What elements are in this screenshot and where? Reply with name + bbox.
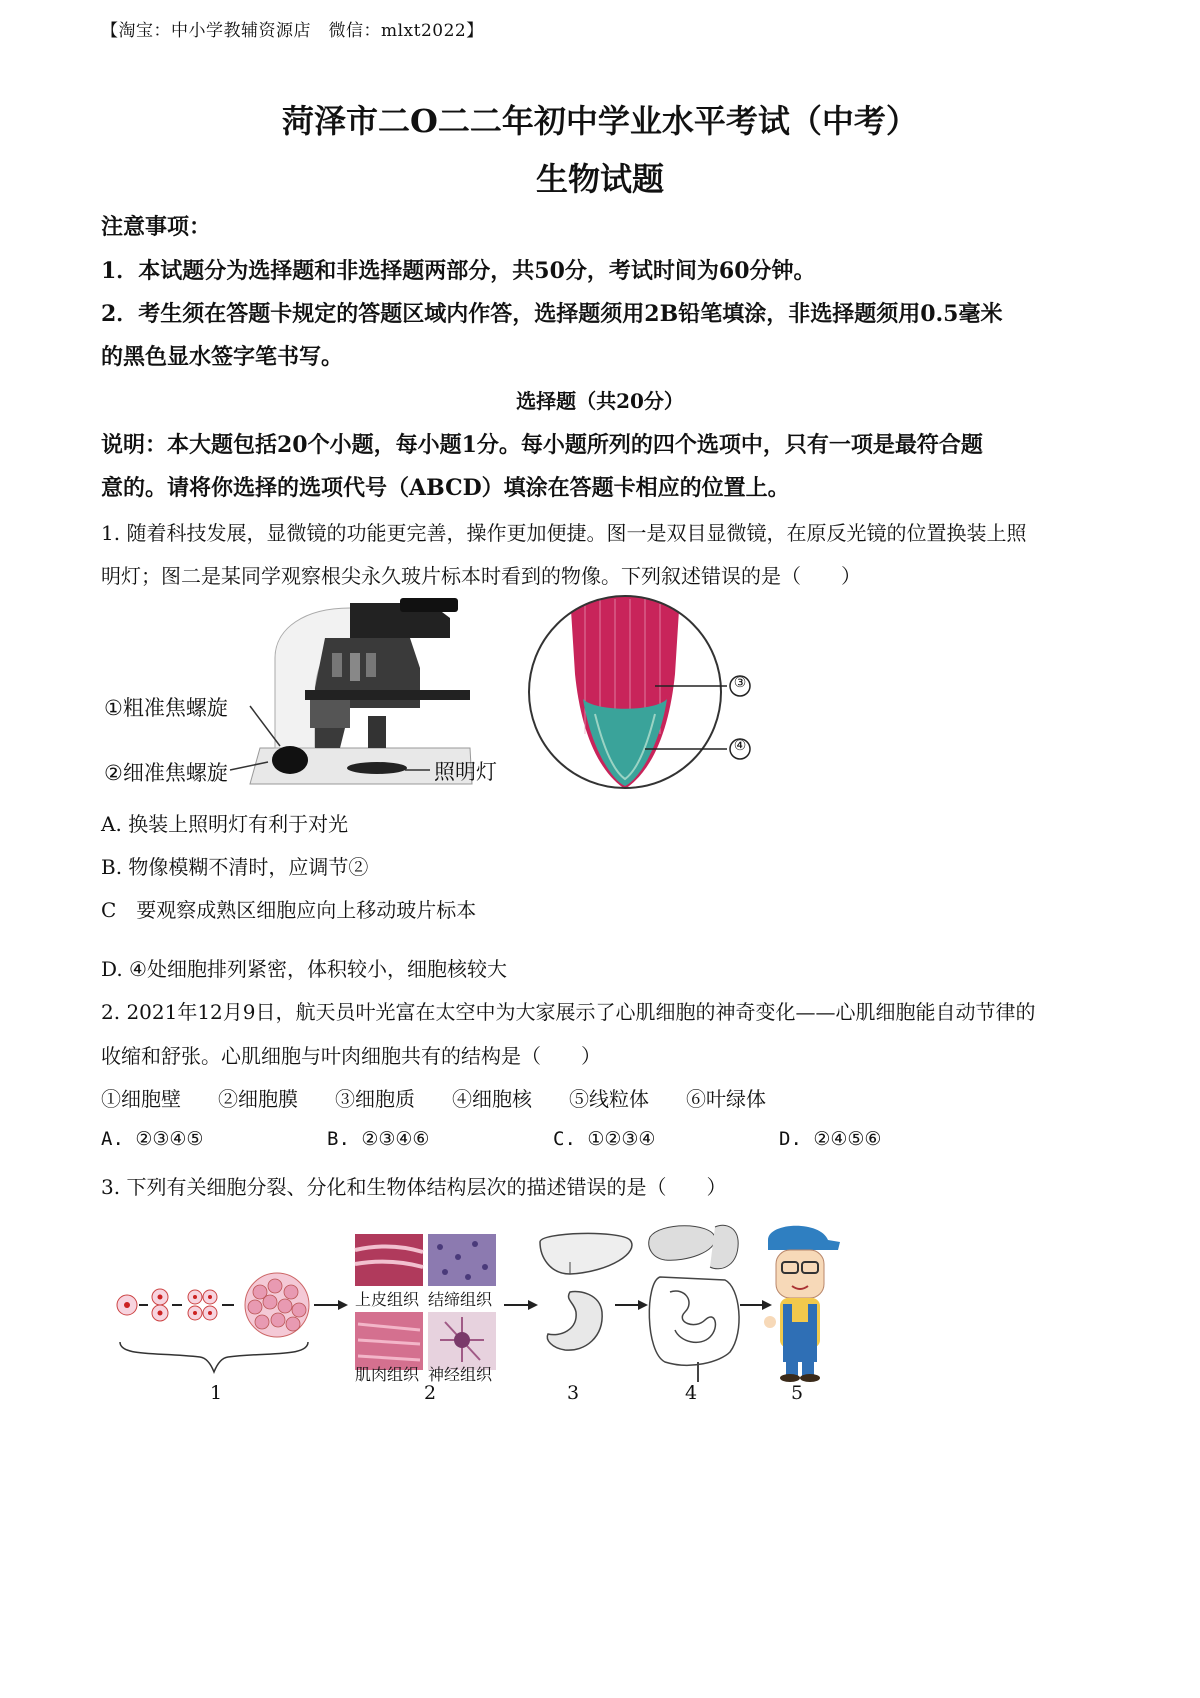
label-epithelial: 上皮组织 (355, 1290, 420, 1309)
q2-item-5: ⑤线粒体 (569, 1087, 649, 1111)
label-connective: 结缔组织 (428, 1290, 493, 1309)
label-marker-3: ③ (733, 675, 747, 691)
watermark: 【淘宝：中小学教辅资源店 微信：mlxt2022】 (101, 21, 484, 41)
q2-stem-line2: 收缩和舒张。心肌细胞与叶肉细胞共有的结构是（ ） (101, 1044, 601, 1068)
stage-number-5: 5 (791, 1382, 804, 1404)
notes-heading: 注意事项： (101, 214, 212, 240)
q2-item-6: ⑥叶绿体 (686, 1087, 766, 1111)
q2-item-2: ②细胞膜 (218, 1087, 298, 1111)
q1-option-c: C 要观察成熟区细胞应向上移动玻片标本 (101, 898, 477, 922)
note-2-line1: 2．考生须在答题卡规定的答题区域内作答，选择题须用2B铅笔填涂，非选择题须用0.5毫米 (101, 301, 1003, 327)
q2-stem-line1: 2. 2021年12月9日，航天员叶光富在太空中为大家展示了心肌细胞的神奇变化——心肌细胞能自动节律的 (101, 1000, 1036, 1024)
q2-option-c: C. ①②③④ (553, 1128, 656, 1150)
stage-number-1: 1 (210, 1382, 223, 1404)
organs-diagram (540, 1233, 648, 1350)
page-title: 菏泽市二O二二年初中学业水平考试（中考） (282, 102, 918, 140)
label-nerve: 神经组织 (428, 1365, 493, 1384)
note-1: 1．本试题分为选择题和非选择题两部分，共50分，考试时间为60分钟。 (101, 258, 816, 284)
q1-option-b: B. 物像模糊不清时，应调节② (101, 855, 369, 879)
q2-item-4: ④细胞核 (452, 1087, 532, 1111)
q3-stem: 3. 下列有关细胞分裂、分化和生物体结构层次的描述错误的是（ ） (101, 1175, 727, 1199)
q1-stem-line1: 1. 随着科技发展，显微镜的功能更完善，操作更加便捷。图一是双目显微镜，在原反光镜的位置换装上照 (101, 521, 1027, 545)
q2-option-a: A. ②③④⑤ (101, 1128, 204, 1150)
q1-stem-line2: 明灯；图二是某同学观察根尖永久玻片标本时看到的物像。下列叙述错误的是（ ） (101, 564, 861, 588)
q1-option-d: D. ④处细胞排列紧密，体积较小，细胞核较大 (101, 957, 507, 981)
note-2-line2: 的黑色显水签字笔书写。 (101, 344, 344, 370)
q2-option-d: D. ②④⑤⑥ (779, 1128, 882, 1150)
label-marker-4: ④ (733, 738, 747, 754)
q1-option-a: A. 换装上照明灯有利于对光 (101, 812, 349, 836)
stage-number-3: 3 (567, 1382, 580, 1404)
label-muscle: 肌肉组织 (355, 1365, 420, 1384)
label-fine-knob: ②细准焦螺旋 (104, 761, 228, 785)
root-tip-figure (515, 594, 785, 794)
person-cartoon (764, 1226, 840, 1382)
section-desc-line1: 说明：本大题包括20个小题，每小题1分。每小题所列的四个选项中，只有一项是最符合题 (101, 432, 983, 458)
section-desc-line2: 意的。请将你选择的选项代号（ABCD）填涂在答题卡相应的位置上。 (101, 475, 790, 501)
label-lamp: 照明灯 (434, 760, 497, 784)
stage-number-4: 4 (685, 1382, 698, 1404)
stage-number-2: 2 (424, 1382, 437, 1404)
label-coarse-knob: ①粗准焦螺旋 (104, 696, 228, 720)
q2-item-3: ③细胞质 (335, 1087, 415, 1111)
cell-division-diagram (117, 1273, 348, 1372)
q2-option-b: B. ②③④⑥ (327, 1128, 430, 1150)
page-subtitle: 生物试题 (535, 160, 664, 198)
digestive-system-diagram (649, 1225, 772, 1382)
q2-item-1: ①细胞壁 (101, 1087, 181, 1111)
section-title: 选择题（共20分） (516, 389, 684, 413)
